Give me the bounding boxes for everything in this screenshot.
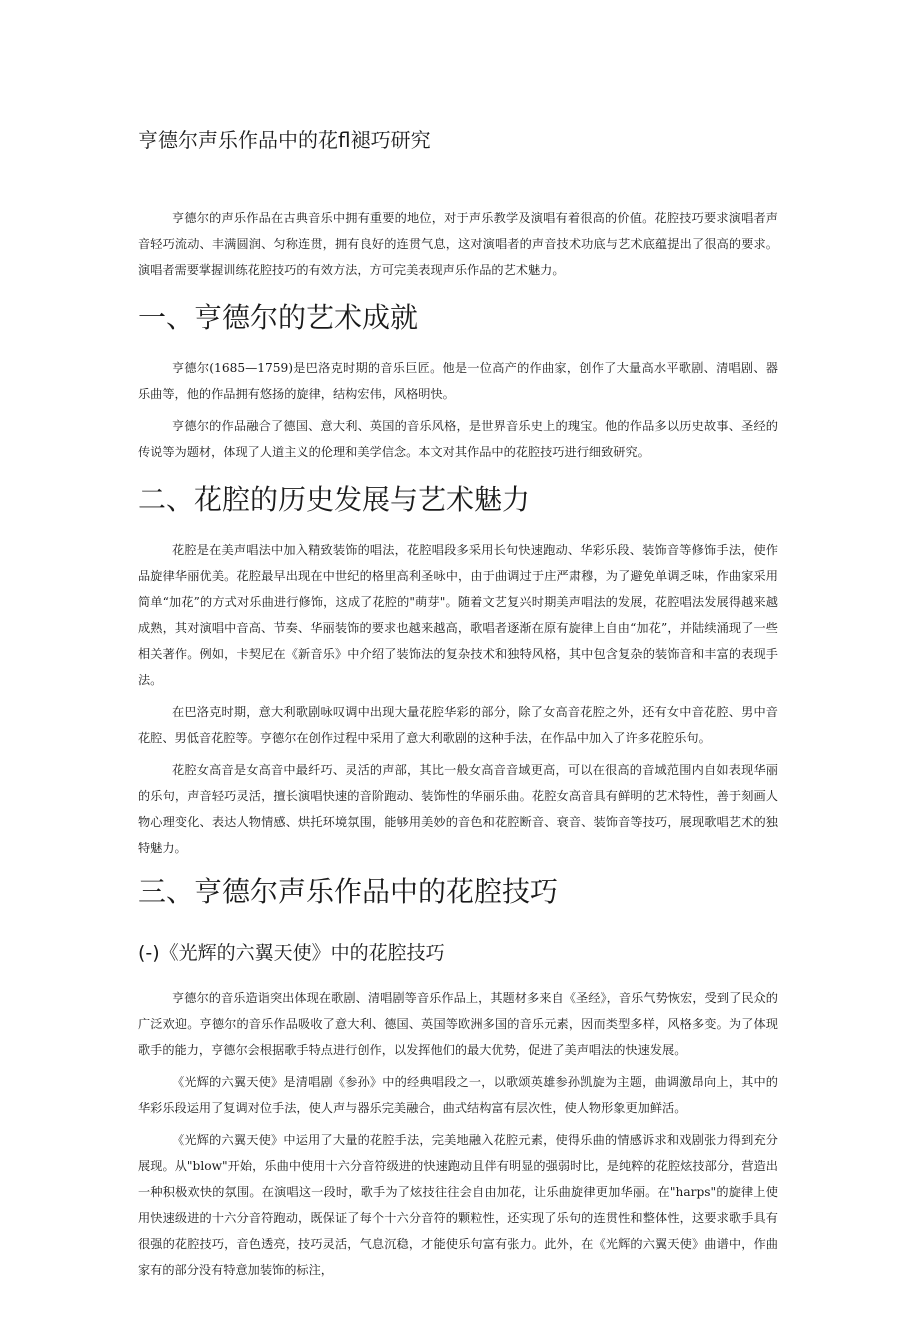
paragraph: 花腔是在美声唱法中加入精致装饰的唱法，花腔唱段多采用长句快速跑动、华彩乐段、装饰音等修饰手法，使作品旋律华丽优美。花腔最早出现在中世纪的格里高利圣咏中，由于曲调过于庄严肃穆，为了避免单调乏味，作曲家采用简单“加花”的方式对乐曲进行修饰，这成了花腔的"萌芽"。随着文艺复兴时期美声唱法的发展，花腔唱法发展得越来越成熟，其对演唱中音高、节奏、华丽装饰的要求也越来越高，歌唱者逐渐在原有旋律上自由“加花”，并陆续涌现了一些相关著作。例如，卡契尼在《新音乐》中介绍了装饰法的复杂技术和独特风格，其中包含复杂的装饰音和丰富的表现手法。 xyxy=(138,543,778,687)
paragraph: 《光辉的六翼天使》中运用了大量的花腔手法，完美地融入花腔元素，使得乐曲的情感诉求和戏剧张力得到充分展现。从"blow"开始，乐曲中使用十六分音符级进的快速跑动且伴有明显的强弱时比，是纯粹的花腔炫技部分，营造出一种积极欢快的氛围。在演唱这一段时，歌手为了炫技往往会自由加花，让乐曲旋律更加华丽。在"harps"的旋律上使用快速级进的十六分音符跑动，既保证了每个十六分音符的颗粒性，还实现了乐句的连贯性和整体性，这要求歌手具有很强的花腔技巧，音色透亮，技巧灵活，气息沉稳，才能使乐句富有张力。此外，在《光辉的六翼天使》曲谱中，作曲家有的部分没有特意加装饰的标注， xyxy=(138,1133,778,1277)
paragraph: 亨德尔的作品融合了德国、意大利、英国的音乐风格，是世界音乐史上的瑰宝。他的作品多以历史故事、圣经的传说等为题材，体现了人道主义的伦理和美学信念。本文对其作品中的花腔技巧进行细致研究。 xyxy=(138,419,778,459)
section-heading-3: 三、亨德尔声乐作品中的花腔技巧 xyxy=(138,875,559,908)
paragraph: 花腔女高音是女高音中最纤巧、灵活的声部，其比一般女高音音域更高，可以在很高的音域范围内自如表现华丽的乐句，声音轻巧灵活，擅长演唱快速的音阶跑动、装饰性的华丽乐曲。花腔女高音具有鲜明的艺术特性，善于刻画人物心理变化、表达人物情感、烘托环境氛围，能够用美妙的音色和花腔断音、衰音、装饰音等技巧，展现歌唱艺术的独特魅力。 xyxy=(138,763,778,855)
subsection-heading: (-)《光辉的六翼天使》中的花腔技巧 xyxy=(138,942,445,964)
paragraph: 亨德尔的音乐造诣突出体现在歌剧、清唱剧等音乐作品上，其题材多来自《圣经》，音乐气势恢宏，受到了民众的广泛欢迎。亨德尔的音乐作品吸收了意大利、德国、英国等欧洲多国的音乐元素，因而类型多样，风格多变。为了体现歌手的能力，亨德尔会根据歌手特点进行创作，以发挥他们的最大优势，促进了美声唱法的快速发展。 xyxy=(138,991,778,1057)
paragraph: 在巴洛克时期，意大利歌剧咏叹调中出现大量花腔华彩的部分，除了女高音花腔之外，还有女中音花腔、男中音花腔、男低音花腔等。亨德尔在创作过程中采用了意大利歌剧的这种手法，在作品中加入了许多花腔乐句。 xyxy=(138,705,778,745)
paragraph: 《光辉的六翼天使》是清唱剧《参孙》中的经典唱段之一，以歌颂英雄参孙凯旋为主题，曲调激昂向上，其中的华彩乐段运用了复调对位手法，使人声与器乐完美融合，曲式结构富有层次性，使人物形象更加鲜活。 xyxy=(138,1075,778,1115)
intro-paragraph: 亨德尔的声乐作品在古典音乐中拥有重要的地位，对于声乐教学及演唱有着很高的价值。花腔技巧要求演唱者声音轻巧流动、丰满圆润、匀称连贯，拥有良好的连贯气息，这对演唱者的声音技术功底与艺术底蕴提出了很高的要求。演唱者需要掌握训练花腔技巧的有效方法，方可完美表现声乐作品的艺术魅力。 xyxy=(138,211,778,277)
section-heading-1: 一、亨德尔的艺术成就 xyxy=(138,301,419,334)
paragraph: 亨德尔(1685—1759)是巴洛克时期的音乐巨匠。他是一位高产的作曲家，创作了大量高水平歌剧、清唱剧、器乐曲等，他的作品拥有悠扬的旋律，结构宏伟，风格明快。 xyxy=(138,361,778,401)
section-heading-2: 二、花腔的历史发展与艺术魅力 xyxy=(138,483,531,516)
document-page xyxy=(138,0,778,1323)
document-title: 亨德尔声乐作品中的花fl褪巧研究 xyxy=(138,128,431,152)
